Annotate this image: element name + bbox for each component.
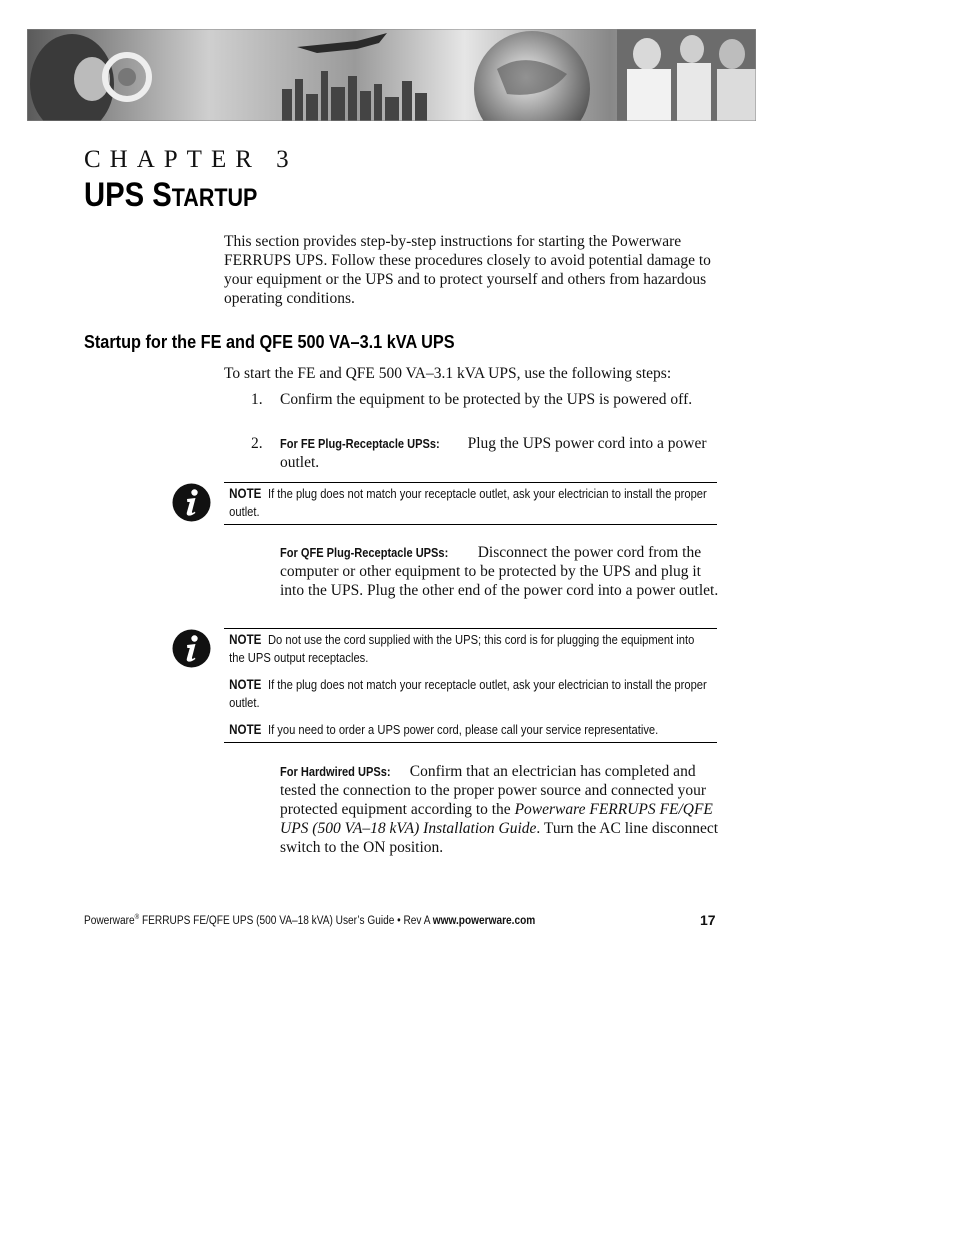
note-box: [224, 482, 717, 525]
guide-title: Powerware FERRUPS FE/QFE UPS (500 VA–18 kVA) Installation Guide: [280, 801, 713, 837]
note-label: NOTE: [229, 677, 262, 692]
note-label: NOTE: [229, 486, 262, 501]
note-text: If the plug does not match your receptacle outlet, ask your electrician to install the proper outlet.: [229, 486, 707, 519]
chapter-title-first: UPS S: [84, 176, 172, 214]
chapter-label: CHAPTER 3: [84, 146, 298, 173]
qfe-paragraph: [280, 543, 720, 600]
hardwired-label: For Hardwired UPSs:: [280, 764, 391, 779]
step-body: Plug the UPS power cord into a power outlet.: [280, 435, 707, 471]
qfe-text: Disconnect the power cord from the computer or other equipment to be protected by the UPS and plug it into the UPS. Plug the other end of the power cord into a power outlet.: [280, 544, 719, 599]
hardwired-text-a: Confirm that an electrician has completed and tested the connection to the proper power source and connected your protected equipment according to the: [280, 763, 707, 818]
step-number: 2.: [251, 435, 263, 452]
note-label: NOTE: [229, 722, 262, 737]
section-lead: To start the FE and QFE 500 VA–3.1 kVA UPS, use the following steps:: [224, 365, 672, 382]
registered-mark: ®: [134, 914, 140, 921]
chapter-title: [84, 176, 257, 215]
step-number: 1.: [251, 391, 263, 408]
note: [224, 483, 711, 521]
info-icon: [172, 629, 211, 668]
note-label: NOTE: [229, 632, 262, 647]
hardwired-paragraph: [280, 762, 720, 857]
page-number: 17: [700, 912, 716, 928]
footer-text: FERRUPS FE/QFE UPS (500 VA–18 kVA) User’s Guide • Rev A: [139, 914, 433, 927]
hardwired-text-b: . Turn the AC line disconnect switch to the ON position.: [280, 820, 719, 856]
info-icon: [172, 483, 211, 522]
chapter-title-rest: TARTUP: [171, 184, 258, 212]
footer-brand: Powerware: [84, 914, 135, 927]
note-box-multi: [224, 628, 717, 743]
footer-url: www.powerware.com: [432, 914, 536, 927]
footer: [84, 914, 535, 927]
note: [224, 667, 711, 712]
step-text: Confirm the equipment to be protected by the UPS is powered off.: [280, 391, 693, 408]
intro-paragraph: This section provides step-by-step instructions for starting the Powerware FERRUPS UPS. Follow these procedures closely to avoid potential damage to your equipment or the UPS and to protect yourself and others from hazardous operating conditions.: [224, 233, 711, 307]
note-text: Do not use the cord supplied with the UPS; this cord is for plugging the equipment into the UPS output receptacles.: [229, 632, 695, 665]
qfe-label: For QFE Plug-Receptacle UPSs:: [280, 545, 449, 560]
note: [224, 712, 711, 739]
step-text: [280, 434, 720, 472]
note-text: If you need to order a UPS power cord, please call your service representative.: [267, 722, 659, 737]
note: [224, 629, 711, 667]
section-heading: Startup for the FE and QFE 500 VA–3.1 kVA UPS: [84, 331, 455, 352]
step-label: For FE Plug-Receptacle UPSs:: [280, 436, 440, 451]
note-text: If the plug does not match your receptacle outlet, ask your electrician to install the proper outlet.: [229, 677, 707, 710]
header-banner-image: [27, 29, 756, 121]
